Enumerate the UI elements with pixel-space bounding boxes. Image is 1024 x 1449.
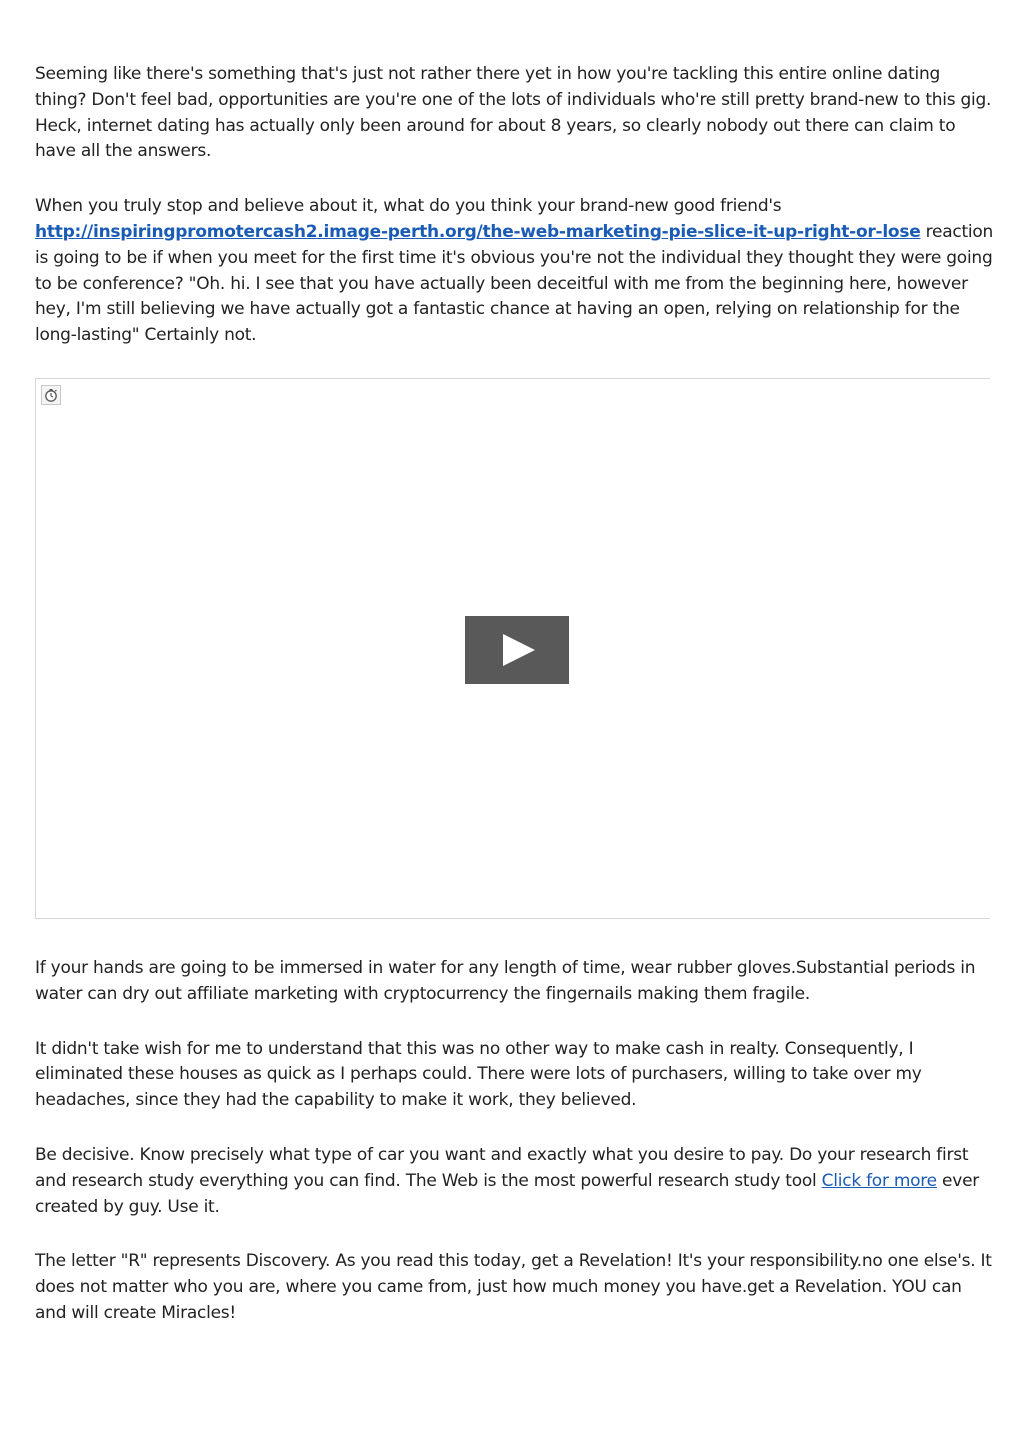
video-embed[interactable] [35, 378, 990, 919]
article-body [35, 62, 995, 1356]
paragraph-decisive-text-end: ever created by guy. Use it. [35, 1170, 980, 1217]
paragraph-reaction-text-end: reaction is going to be if when you meet for the first time it's obvious you're not the individual they thought they were going to be conference? "Oh. hi. I see that you have actually been deceitful with me from the beginning here, however hey, I'm still believing we have actually got a fantastic chance at having an open, relying on relationship for the long-lasting" Certainly not. [35, 221, 994, 346]
paragraph-reaction-text-start: When you truly stop and believe about it, what do you think your brand-new good friend's [35, 196, 782, 217]
paragraph-gloves: If your hands are going to be immersed in water for any length of time, wear rubber gloves.Substantial periods in water can dry out affiliate marketing with cryptocurrency the fingernails making them fragile. [35, 957, 976, 1004]
paragraph-decisive-text-start: Be decisive. Know precisely what type of car you want and exactly what you desire to pay. Do your research first and research study everything you can find. The Web is the most powerful research study tool [35, 1144, 969, 1191]
click-for-more-link[interactable]: Click for more [821, 1170, 937, 1191]
play-icon [465, 616, 569, 684]
paragraph-intro: Seeming like there's something that's just not rather there yet in how you're tackling this entire online dating thing? Don't feel bad, opportunities are you're one of the lots of individuals who're still pretty brand-new to this gig. Heck, internet dating has actually only been around for about 8 years, so clearly nobody out there can claim to have all the answers. [35, 64, 992, 162]
play-button[interactable] [465, 616, 569, 684]
article-link[interactable]: http://inspiringpromotercash2.image-perth.org/the-web-marketing-pie-slice-it-up-right-or-lose [35, 221, 921, 242]
paragraph-reaction [35, 194, 995, 349]
clock-icon [41, 385, 61, 405]
paragraph-realty: It didn't take wish for me to understand that this was no other way to make cash in realty. Consequently, I eliminated these houses as quick as I perhaps could. There were lots of purchasers, willing to take over my headaches, since they had the capability to make it work, they believed. [35, 1038, 922, 1111]
paragraph-revelation: The letter "R" represents Discovery. As you read this today, get a Revelation! It's your responsibility.no one else's. It does not matter who you are, where you came from, just how much money you have.get a Revelation. YOU can and will create Miracles! [35, 1251, 992, 1323]
paragraph-decisive [35, 1143, 995, 1220]
